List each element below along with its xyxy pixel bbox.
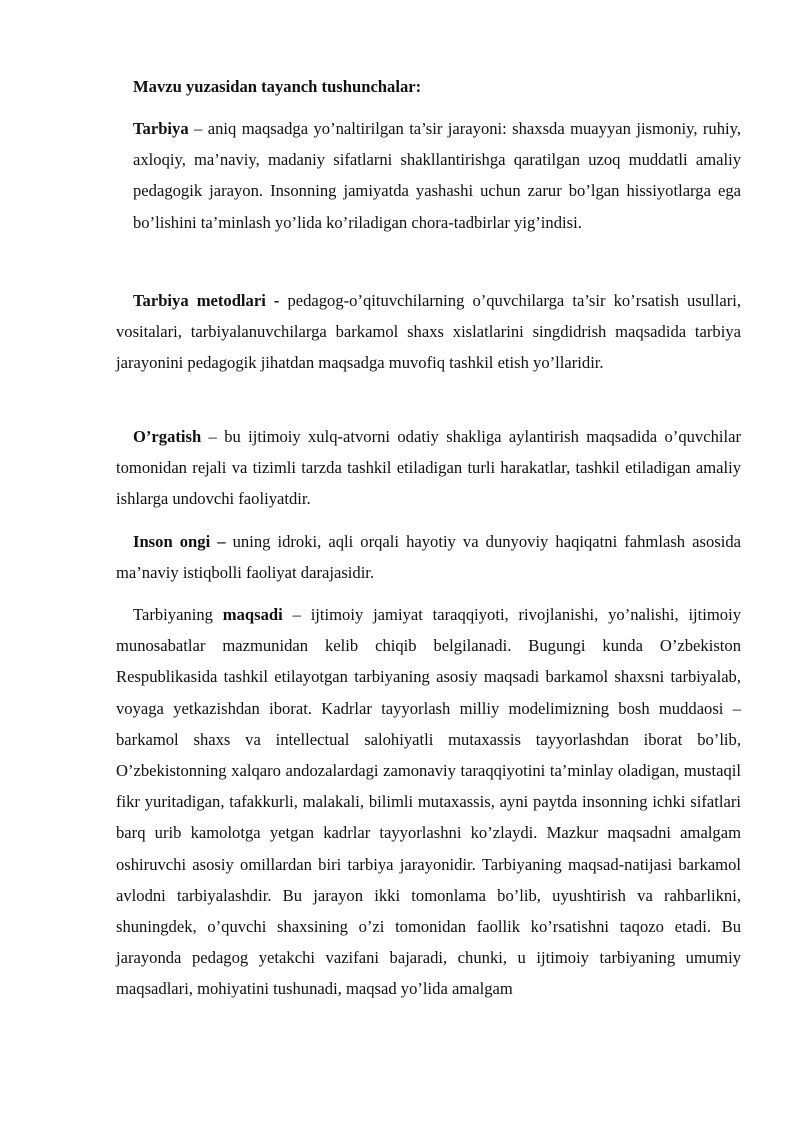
definition-orgatish: – bu ijtimoiy xulq-atvorni odatiy shakliga aylantirish maqsadida o’quvchilar tomonidan rejali va tizimli tarzda tashkil etiladigan turli harakatlar, tashkil etiladigan amaliy ishlarga undovchi faoliyatdir.: [116, 427, 741, 509]
term-maqsadi: maqsadi: [222, 605, 283, 624]
paragraph-tarbiya-maqsadi: [116, 599, 741, 1005]
paragraph-tarbiya: [133, 113, 741, 238]
term-tarbiya: Tarbiya: [133, 119, 189, 138]
definition-tarbiya: – aniq maqsadga yo’naltirilgan ta’sir jarayoni: shaxsda muayyan jismoniy, ruhiy, axloqiy, ma’naviy, madaniy sifatlarni shakllantirishga qaratilgan uzoq muddatli amaliy pedagogik jarayon. Insonning jamiyatda yashashi uchun zarur bo’lgan hissiyotlarga ega bo’lishini ta’minlash yo’lida ko’riladigan chora-tadbirlar yig’indisi.: [133, 119, 741, 232]
paragraph-orgatish: [116, 421, 741, 515]
definition-inson-ongi: uning idroki, aqli orqali hayotiy va dunyoviy haqiqatni fahmlash asosida ma’naviy istiqbolli faoliyat darajasidir.: [116, 532, 741, 583]
definition-tarbiya-metodlari: pedagog-o’qituvchilarning o’quvchilarga ta’sir ko’rsatish usullari, vositalari, tarbiyalanuvchilarga barkamol shaxs xislatlarini singdidrish maqsadida tarbiya jarayonini pedagogik jihatdan maqsadga muvofiq tashkil etish yo’llaridir.: [116, 291, 741, 373]
term-tarbiya-metodlari: Tarbiya metodlari -: [133, 291, 280, 310]
section-heading: Mavzu yuzasidan tayanch tushunchalar:: [133, 77, 422, 96]
definition-maqsadi: – ijtimoiy jamiyat taraqqiyoti, rivojlanishi, yo’nalishi, ijtimoiy munosabatlar mazmunidan kelib chiqib belgilanadi. Bugungi kunda O’zbekiston Respublikasida tashkil etilayotgan tarbiyaning asosiy maqsadi barkamol shaxsni tarbiyalab, voyaga yetkazishdan iborat. Kadrlar tayyorlash milliy modelimizning bosh muddaosi – barkamol shaxs va intellectual salohiyatli mutaxassis tayyorlashdan iborat bo’lib, O’zbekistonning xalqaro andozalardagi zamonaviy taraqqiyotini ta’minlay oladigan, mustaqil fikr yuritadigan, tafakkurli, malakali, bilimli mutaxassis, ayni paytda insonning ichki sifatlari barq urib kamolotga yetgan kadrlar tayyorlashni ko’zlaydi. Mazkur maqsadni amalgam oshiruvchi asosiy omillardan biri tarbiya jarayonidir. Tarbiyaning maqsad-natijasi barkamol avlodni tarbiyalashdir. Bu jarayon ikki tomonlama bo’lib, uyushtirish va rahbarlikni, shuningdek, o’quvchi shaxsining o’zi tomonidan faollik ko’rsatishni taqozo etadi. Bu jarayonda pedagog yetakchi vazifani bajaradi, chunki, u ijtimoiy tarbiyaning umumiy maqsadlari, mohiyatini tushunadi, maqsad yo’lida amalgam: [116, 605, 741, 999]
paragraph-lead-in: Tarbiyaning: [133, 605, 223, 624]
term-inson-ongi: Inson ongi –: [133, 532, 226, 551]
term-orgatish: O’rgatish: [133, 427, 202, 446]
paragraph-tarbiya-metodlari: [116, 285, 741, 379]
paragraph-inson-ongi: [116, 526, 741, 588]
